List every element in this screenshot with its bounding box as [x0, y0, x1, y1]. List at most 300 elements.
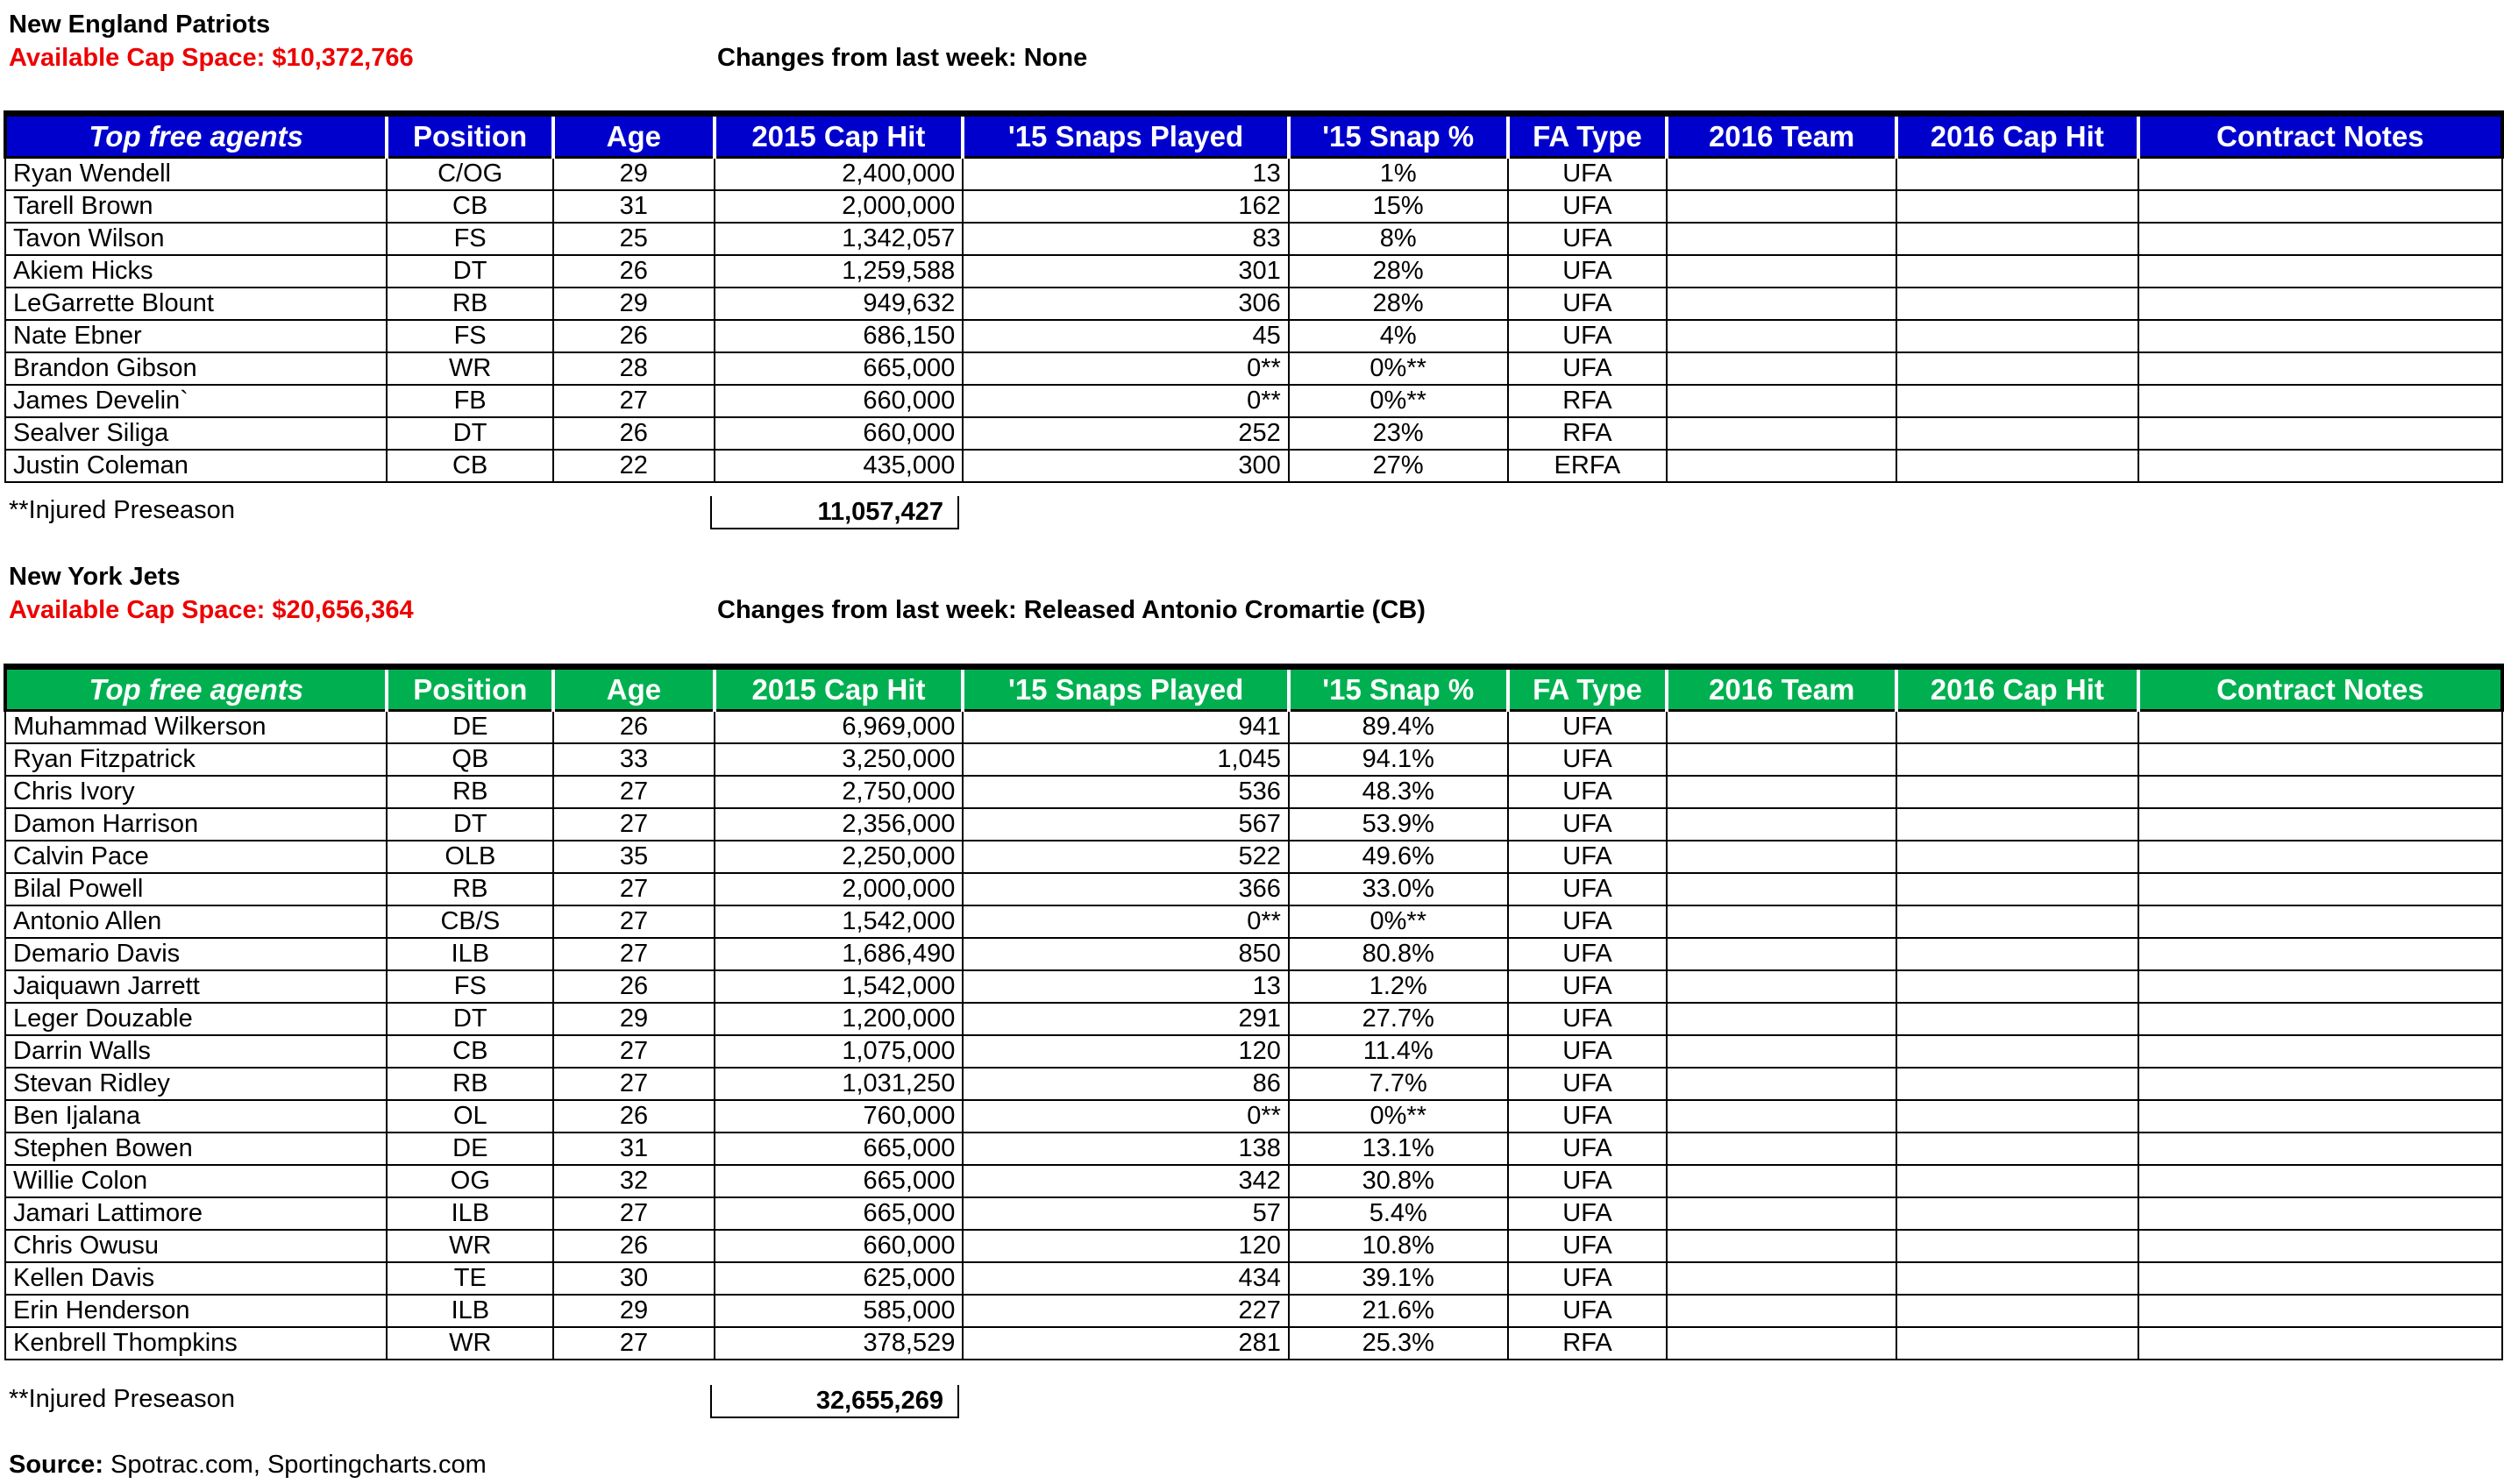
table-cell — [1667, 223, 1896, 255]
source-label: Source: — [9, 1451, 103, 1479]
table-row — [5, 1262, 2502, 1295]
source-text: Spotrac.com, Sportingcharts.com — [103, 1451, 487, 1479]
table-cell: Darrin Walls — [5, 1035, 387, 1068]
table-cell: 0%** — [1289, 1100, 1508, 1133]
table-cell: 26 — [553, 255, 715, 288]
column-header: 2016 Team — [1667, 114, 1896, 158]
table-cell: 94.1% — [1289, 743, 1508, 776]
table-cell — [2138, 841, 2502, 873]
table-cell — [2138, 1100, 2502, 1133]
table-cell — [2138, 190, 2502, 223]
column-header: 2016 Team — [1667, 667, 1896, 711]
table-cell — [1896, 1068, 2138, 1100]
jets-total-cap-hit: 32,655,269 — [710, 1385, 959, 1418]
table-cell — [1896, 1165, 2138, 1197]
table-cell: 1,200,000 — [715, 1003, 964, 1035]
table-cell — [1896, 1100, 2138, 1133]
table-cell — [2138, 1295, 2502, 1327]
table-cell: 0%** — [1289, 385, 1508, 417]
table-cell: 665,000 — [715, 352, 964, 385]
table-cell: 1.2% — [1289, 970, 1508, 1003]
table-row — [5, 320, 2502, 352]
table-cell: UFA — [1508, 223, 1668, 255]
table-cell — [1896, 1230, 2138, 1262]
table-cell: 2,400,000 — [715, 158, 964, 191]
table-cell: 665,000 — [715, 1165, 964, 1197]
table-cell: 567 — [963, 808, 1289, 841]
table-cell — [2138, 1003, 2502, 1035]
table-cell: 89.4% — [1289, 711, 1508, 744]
table-cell — [1667, 776, 1896, 808]
table-cell — [1896, 776, 2138, 808]
table-cell: Nate Ebner — [5, 320, 387, 352]
table-cell: 29 — [553, 158, 715, 191]
jets-changes: Changes from last week: Released Antonio Cromartie (CB) — [717, 596, 1426, 624]
table-cell: 227 — [963, 1295, 1289, 1327]
table-cell — [2138, 1197, 2502, 1230]
table-cell: UFA — [1508, 255, 1668, 288]
table-cell: 941 — [963, 711, 1289, 744]
table-cell — [2138, 320, 2502, 352]
table-row — [5, 905, 2502, 938]
table-cell — [2138, 288, 2502, 320]
table-cell: UFA — [1508, 352, 1668, 385]
table-cell: DT — [387, 1003, 553, 1035]
table-cell: Stephen Bowen — [5, 1133, 387, 1165]
table-cell — [1667, 970, 1896, 1003]
table-row — [5, 1100, 2502, 1133]
table-cell: UFA — [1508, 1068, 1668, 1100]
column-header: 2016 Cap Hit — [1896, 667, 2138, 711]
table-cell: James Develin` — [5, 385, 387, 417]
table-row — [5, 288, 2502, 320]
table-cell: 252 — [963, 417, 1289, 450]
column-header: Position — [387, 114, 553, 158]
table-cell: Kenbrell Thompkins — [5, 1327, 387, 1360]
table-cell: 48.3% — [1289, 776, 1508, 808]
table-cell: CB — [387, 450, 553, 482]
table-cell: 2,750,000 — [715, 776, 964, 808]
table-cell: Erin Henderson — [5, 1295, 387, 1327]
table-cell: 32 — [553, 1165, 715, 1197]
table-cell — [1667, 1068, 1896, 1100]
table-row — [5, 1165, 2502, 1197]
table-cell: Demario Davis — [5, 938, 387, 970]
table-cell: DE — [387, 1133, 553, 1165]
table-cell: 366 — [963, 873, 1289, 905]
table-cell: Muhammad Wilkerson — [5, 711, 387, 744]
table-cell — [1896, 743, 2138, 776]
table-cell — [1896, 288, 2138, 320]
table-cell: RFA — [1508, 417, 1668, 450]
table-cell — [2138, 158, 2502, 191]
table-cell: 2,000,000 — [715, 190, 964, 223]
table-cell: 27 — [553, 905, 715, 938]
table-cell — [1667, 1133, 1896, 1165]
table-cell: 26 — [553, 711, 715, 744]
table-cell: 0%** — [1289, 905, 1508, 938]
table-cell — [2138, 1262, 2502, 1295]
table-cell: 0** — [963, 352, 1289, 385]
table-cell: 306 — [963, 288, 1289, 320]
patriots-team-name: New England Patriots — [9, 11, 271, 39]
column-header: Position — [387, 667, 553, 711]
table-cell: 434 — [963, 1262, 1289, 1295]
table-cell: OL — [387, 1100, 553, 1133]
table-cell: UFA — [1508, 711, 1668, 744]
table-cell: UFA — [1508, 158, 1668, 191]
table-row — [5, 1197, 2502, 1230]
table-cell: ILB — [387, 1295, 553, 1327]
table-cell: Kellen Davis — [5, 1262, 387, 1295]
table-cell: UFA — [1508, 873, 1668, 905]
table-row — [5, 450, 2502, 482]
table-cell: UFA — [1508, 841, 1668, 873]
table-cell: 0%** — [1289, 352, 1508, 385]
column-header: 2015 Cap Hit — [715, 667, 964, 711]
table-cell: 6,969,000 — [715, 711, 964, 744]
table-cell: Willie Colon — [5, 1165, 387, 1197]
table-cell — [1667, 1003, 1896, 1035]
table-cell: CB/S — [387, 905, 553, 938]
table-cell: UFA — [1508, 1197, 1668, 1230]
table-cell — [1896, 1262, 2138, 1295]
table-cell: 301 — [963, 255, 1289, 288]
table-cell — [1896, 320, 2138, 352]
table-row — [5, 223, 2502, 255]
table-cell: 522 — [963, 841, 1289, 873]
table-cell — [2138, 808, 2502, 841]
table-cell — [2138, 1035, 2502, 1068]
table-cell: 53.9% — [1289, 808, 1508, 841]
table-cell: CB — [387, 190, 553, 223]
table-cell: CB — [387, 1035, 553, 1068]
table-cell: Justin Coleman — [5, 450, 387, 482]
table-cell: RB — [387, 873, 553, 905]
table-cell: 5.4% — [1289, 1197, 1508, 1230]
table-cell: Calvin Pace — [5, 841, 387, 873]
table-cell — [1667, 320, 1896, 352]
table-cell: 120 — [963, 1035, 1289, 1068]
table-cell — [2138, 1133, 2502, 1165]
table-cell — [2138, 711, 2502, 744]
table-cell: 0** — [963, 1100, 1289, 1133]
table-cell: 300 — [963, 450, 1289, 482]
table-row — [5, 776, 2502, 808]
table-row — [5, 158, 2502, 191]
table-cell: 27 — [553, 1068, 715, 1100]
table-cell: 585,000 — [715, 1295, 964, 1327]
table-cell: 28% — [1289, 288, 1508, 320]
jets-footnote: **Injured Preseason — [9, 1385, 235, 1413]
table-cell — [1667, 808, 1896, 841]
table-cell — [2138, 905, 2502, 938]
table-cell: 27 — [553, 385, 715, 417]
table-cell: 27 — [553, 1197, 715, 1230]
table-row — [5, 873, 2502, 905]
table-cell: 80.8% — [1289, 938, 1508, 970]
table-cell: DE — [387, 711, 553, 744]
table-cell: 28 — [553, 352, 715, 385]
column-header: '15 Snap % — [1289, 667, 1508, 711]
table-cell — [1667, 841, 1896, 873]
table-cell — [1667, 1035, 1896, 1068]
table-cell: Sealver Siliga — [5, 417, 387, 450]
table-cell: UFA — [1508, 776, 1668, 808]
table-cell: 29 — [553, 288, 715, 320]
table-cell: 162 — [963, 190, 1289, 223]
table-cell: 665,000 — [715, 1133, 964, 1165]
table-cell: 1% — [1289, 158, 1508, 191]
table-cell: 2,000,000 — [715, 873, 964, 905]
table-cell: Brandon Gibson — [5, 352, 387, 385]
column-header: Top free agents — [5, 667, 387, 711]
table-cell: UFA — [1508, 1133, 1668, 1165]
table-cell: UFA — [1508, 1165, 1668, 1197]
table-cell: RB — [387, 288, 553, 320]
table-cell: 2,356,000 — [715, 808, 964, 841]
table-cell: WR — [387, 352, 553, 385]
table-cell — [1667, 255, 1896, 288]
table-cell: Ben Ijalana — [5, 1100, 387, 1133]
table-cell: 27% — [1289, 450, 1508, 482]
table-cell: 625,000 — [715, 1262, 964, 1295]
table-cell: RFA — [1508, 385, 1668, 417]
table-cell — [1667, 158, 1896, 191]
table-cell: Damon Harrison — [5, 808, 387, 841]
column-header: '15 Snap % — [1289, 114, 1508, 158]
table-cell — [1667, 873, 1896, 905]
table-cell: Jamari Lattimore — [5, 1197, 387, 1230]
table-cell: 27 — [553, 873, 715, 905]
table-cell: Stevan Ridley — [5, 1068, 387, 1100]
table-cell: 33.0% — [1289, 873, 1508, 905]
table-cell: UFA — [1508, 190, 1668, 223]
table-cell: 23% — [1289, 417, 1508, 450]
table-cell: WR — [387, 1230, 553, 1262]
table-cell: FS — [387, 223, 553, 255]
table-cell — [2138, 417, 2502, 450]
table-cell: 4% — [1289, 320, 1508, 352]
table-cell: 83 — [963, 223, 1289, 255]
table-cell — [1896, 417, 2138, 450]
table-cell: ILB — [387, 938, 553, 970]
table-cell: 1,031,250 — [715, 1068, 964, 1100]
table-cell: UFA — [1508, 1295, 1668, 1327]
table-cell — [1896, 190, 2138, 223]
table-cell: 1,045 — [963, 743, 1289, 776]
column-header: '15 Snaps Played — [963, 114, 1289, 158]
table-cell: 1,342,057 — [715, 223, 964, 255]
table-cell — [1667, 938, 1896, 970]
table-cell: 15% — [1289, 190, 1508, 223]
table-cell: LeGarrette Blount — [5, 288, 387, 320]
table-cell: 660,000 — [715, 385, 964, 417]
table-cell: UFA — [1508, 288, 1668, 320]
table-cell — [1896, 808, 2138, 841]
table-cell: UFA — [1508, 320, 1668, 352]
table-cell: UFA — [1508, 743, 1668, 776]
table-cell — [1896, 1327, 2138, 1360]
table-cell — [1896, 970, 2138, 1003]
column-header: 2016 Cap Hit — [1896, 114, 2138, 158]
table-cell: UFA — [1508, 1035, 1668, 1068]
table-row — [5, 1230, 2502, 1262]
table-cell — [1896, 1133, 2138, 1165]
table-cell — [1667, 450, 1896, 482]
source-line — [9, 1451, 487, 1480]
table-row — [5, 711, 2502, 744]
table-cell — [1667, 385, 1896, 417]
table-cell — [2138, 938, 2502, 970]
table-cell: 1,542,000 — [715, 905, 964, 938]
table-cell: 850 — [963, 938, 1289, 970]
table-cell — [1896, 223, 2138, 255]
patriots-changes: Changes from last week: None — [717, 44, 1088, 72]
column-header: Age — [553, 667, 715, 711]
table-cell: 660,000 — [715, 1230, 964, 1262]
column-header: Age — [553, 114, 715, 158]
table-cell: Chris Owusu — [5, 1230, 387, 1262]
table-cell: 138 — [963, 1133, 1289, 1165]
table-cell — [1896, 1197, 2138, 1230]
column-header: 2015 Cap Hit — [715, 114, 964, 158]
table-cell — [2138, 1165, 2502, 1197]
table-cell: QB — [387, 743, 553, 776]
column-header: Contract Notes — [2138, 114, 2502, 158]
table-cell: 27 — [553, 1327, 715, 1360]
table-row — [5, 385, 2502, 417]
table-cell: 660,000 — [715, 417, 964, 450]
table-cell — [1896, 385, 2138, 417]
table-cell: 281 — [963, 1327, 1289, 1360]
table-cell — [1896, 352, 2138, 385]
table-cell — [2138, 450, 2502, 482]
table-cell — [1667, 1295, 1896, 1327]
table-cell — [1667, 288, 1896, 320]
table-row — [5, 255, 2502, 288]
table-cell: Ryan Wendell — [5, 158, 387, 191]
table-cell: Bilal Powell — [5, 873, 387, 905]
table-cell — [1667, 711, 1896, 744]
column-header: Contract Notes — [2138, 667, 2502, 711]
table-cell: Akiem Hicks — [5, 255, 387, 288]
table-cell — [1667, 190, 1896, 223]
table-cell: 45 — [963, 320, 1289, 352]
table-cell: 2,250,000 — [715, 841, 964, 873]
table-cell: 27.7% — [1289, 1003, 1508, 1035]
table-cell: 28% — [1289, 255, 1508, 288]
table-cell: 536 — [963, 776, 1289, 808]
table-cell: 86 — [963, 1068, 1289, 1100]
table-cell — [1896, 841, 2138, 873]
table-cell: UFA — [1508, 1230, 1668, 1262]
table-cell: ILB — [387, 1197, 553, 1230]
table-cell — [1667, 1327, 1896, 1360]
table-cell — [1896, 1003, 2138, 1035]
table-cell: UFA — [1508, 1262, 1668, 1295]
table-cell: 26 — [553, 417, 715, 450]
table-cell: RB — [387, 776, 553, 808]
table-cell — [1896, 450, 2138, 482]
table-cell: UFA — [1508, 938, 1668, 970]
table-cell: TE — [387, 1262, 553, 1295]
table-cell: OG — [387, 1165, 553, 1197]
table-cell: Jaiquawn Jarrett — [5, 970, 387, 1003]
table-cell — [1667, 1100, 1896, 1133]
table-cell — [2138, 223, 2502, 255]
table-cell — [1896, 1295, 2138, 1327]
table-cell — [1896, 158, 2138, 191]
table-cell: DT — [387, 417, 553, 450]
table-cell: 1,542,000 — [715, 970, 964, 1003]
table-cell — [2138, 970, 2502, 1003]
table-cell: 10.8% — [1289, 1230, 1508, 1262]
table-row — [5, 938, 2502, 970]
table-cell — [1896, 711, 2138, 744]
table-cell: 27 — [553, 808, 715, 841]
table-cell: 39.1% — [1289, 1262, 1508, 1295]
table-cell: 13 — [963, 158, 1289, 191]
table-cell: 291 — [963, 1003, 1289, 1035]
table-cell: 30 — [553, 1262, 715, 1295]
table-cell — [2138, 352, 2502, 385]
table-row — [5, 1133, 2502, 1165]
table-row — [5, 190, 2502, 223]
table-cell: OLB — [387, 841, 553, 873]
table-cell — [1896, 905, 2138, 938]
table-cell: 7.7% — [1289, 1068, 1508, 1100]
table-cell: 26 — [553, 320, 715, 352]
table-row — [5, 743, 2502, 776]
table-cell: 31 — [553, 190, 715, 223]
table-cell — [2138, 776, 2502, 808]
table-row — [5, 1003, 2502, 1035]
table-cell: 0** — [963, 385, 1289, 417]
table-row — [5, 808, 2502, 841]
column-header: '15 Snaps Played — [963, 667, 1289, 711]
table-cell: UFA — [1508, 1003, 1668, 1035]
table-cell: 26 — [553, 1100, 715, 1133]
table-cell: 760,000 — [715, 1100, 964, 1133]
table-row — [5, 970, 2502, 1003]
table-cell: 22 — [553, 450, 715, 482]
column-header: FA Type — [1508, 114, 1668, 158]
table-row — [5, 1295, 2502, 1327]
table-cell: FB — [387, 385, 553, 417]
table-cell: 29 — [553, 1295, 715, 1327]
table-cell — [1667, 352, 1896, 385]
table-cell: 11.4% — [1289, 1035, 1508, 1068]
table-cell: 1,259,588 — [715, 255, 964, 288]
table-cell: Tavon Wilson — [5, 223, 387, 255]
patriots-table — [4, 110, 2504, 483]
jets-table — [4, 664, 2504, 1360]
table-cell: 949,632 — [715, 288, 964, 320]
table-cell: 31 — [553, 1133, 715, 1165]
table-row — [5, 417, 2502, 450]
table-cell — [1667, 905, 1896, 938]
table-cell: DT — [387, 808, 553, 841]
table-row — [5, 841, 2502, 873]
table-row — [5, 352, 2502, 385]
table-cell: Antonio Allen — [5, 905, 387, 938]
table-cell — [1896, 938, 2138, 970]
table-cell: 26 — [553, 1230, 715, 1262]
table-cell: 13 — [963, 970, 1289, 1003]
table-cell: 29 — [553, 1003, 715, 1035]
table-cell: UFA — [1508, 970, 1668, 1003]
